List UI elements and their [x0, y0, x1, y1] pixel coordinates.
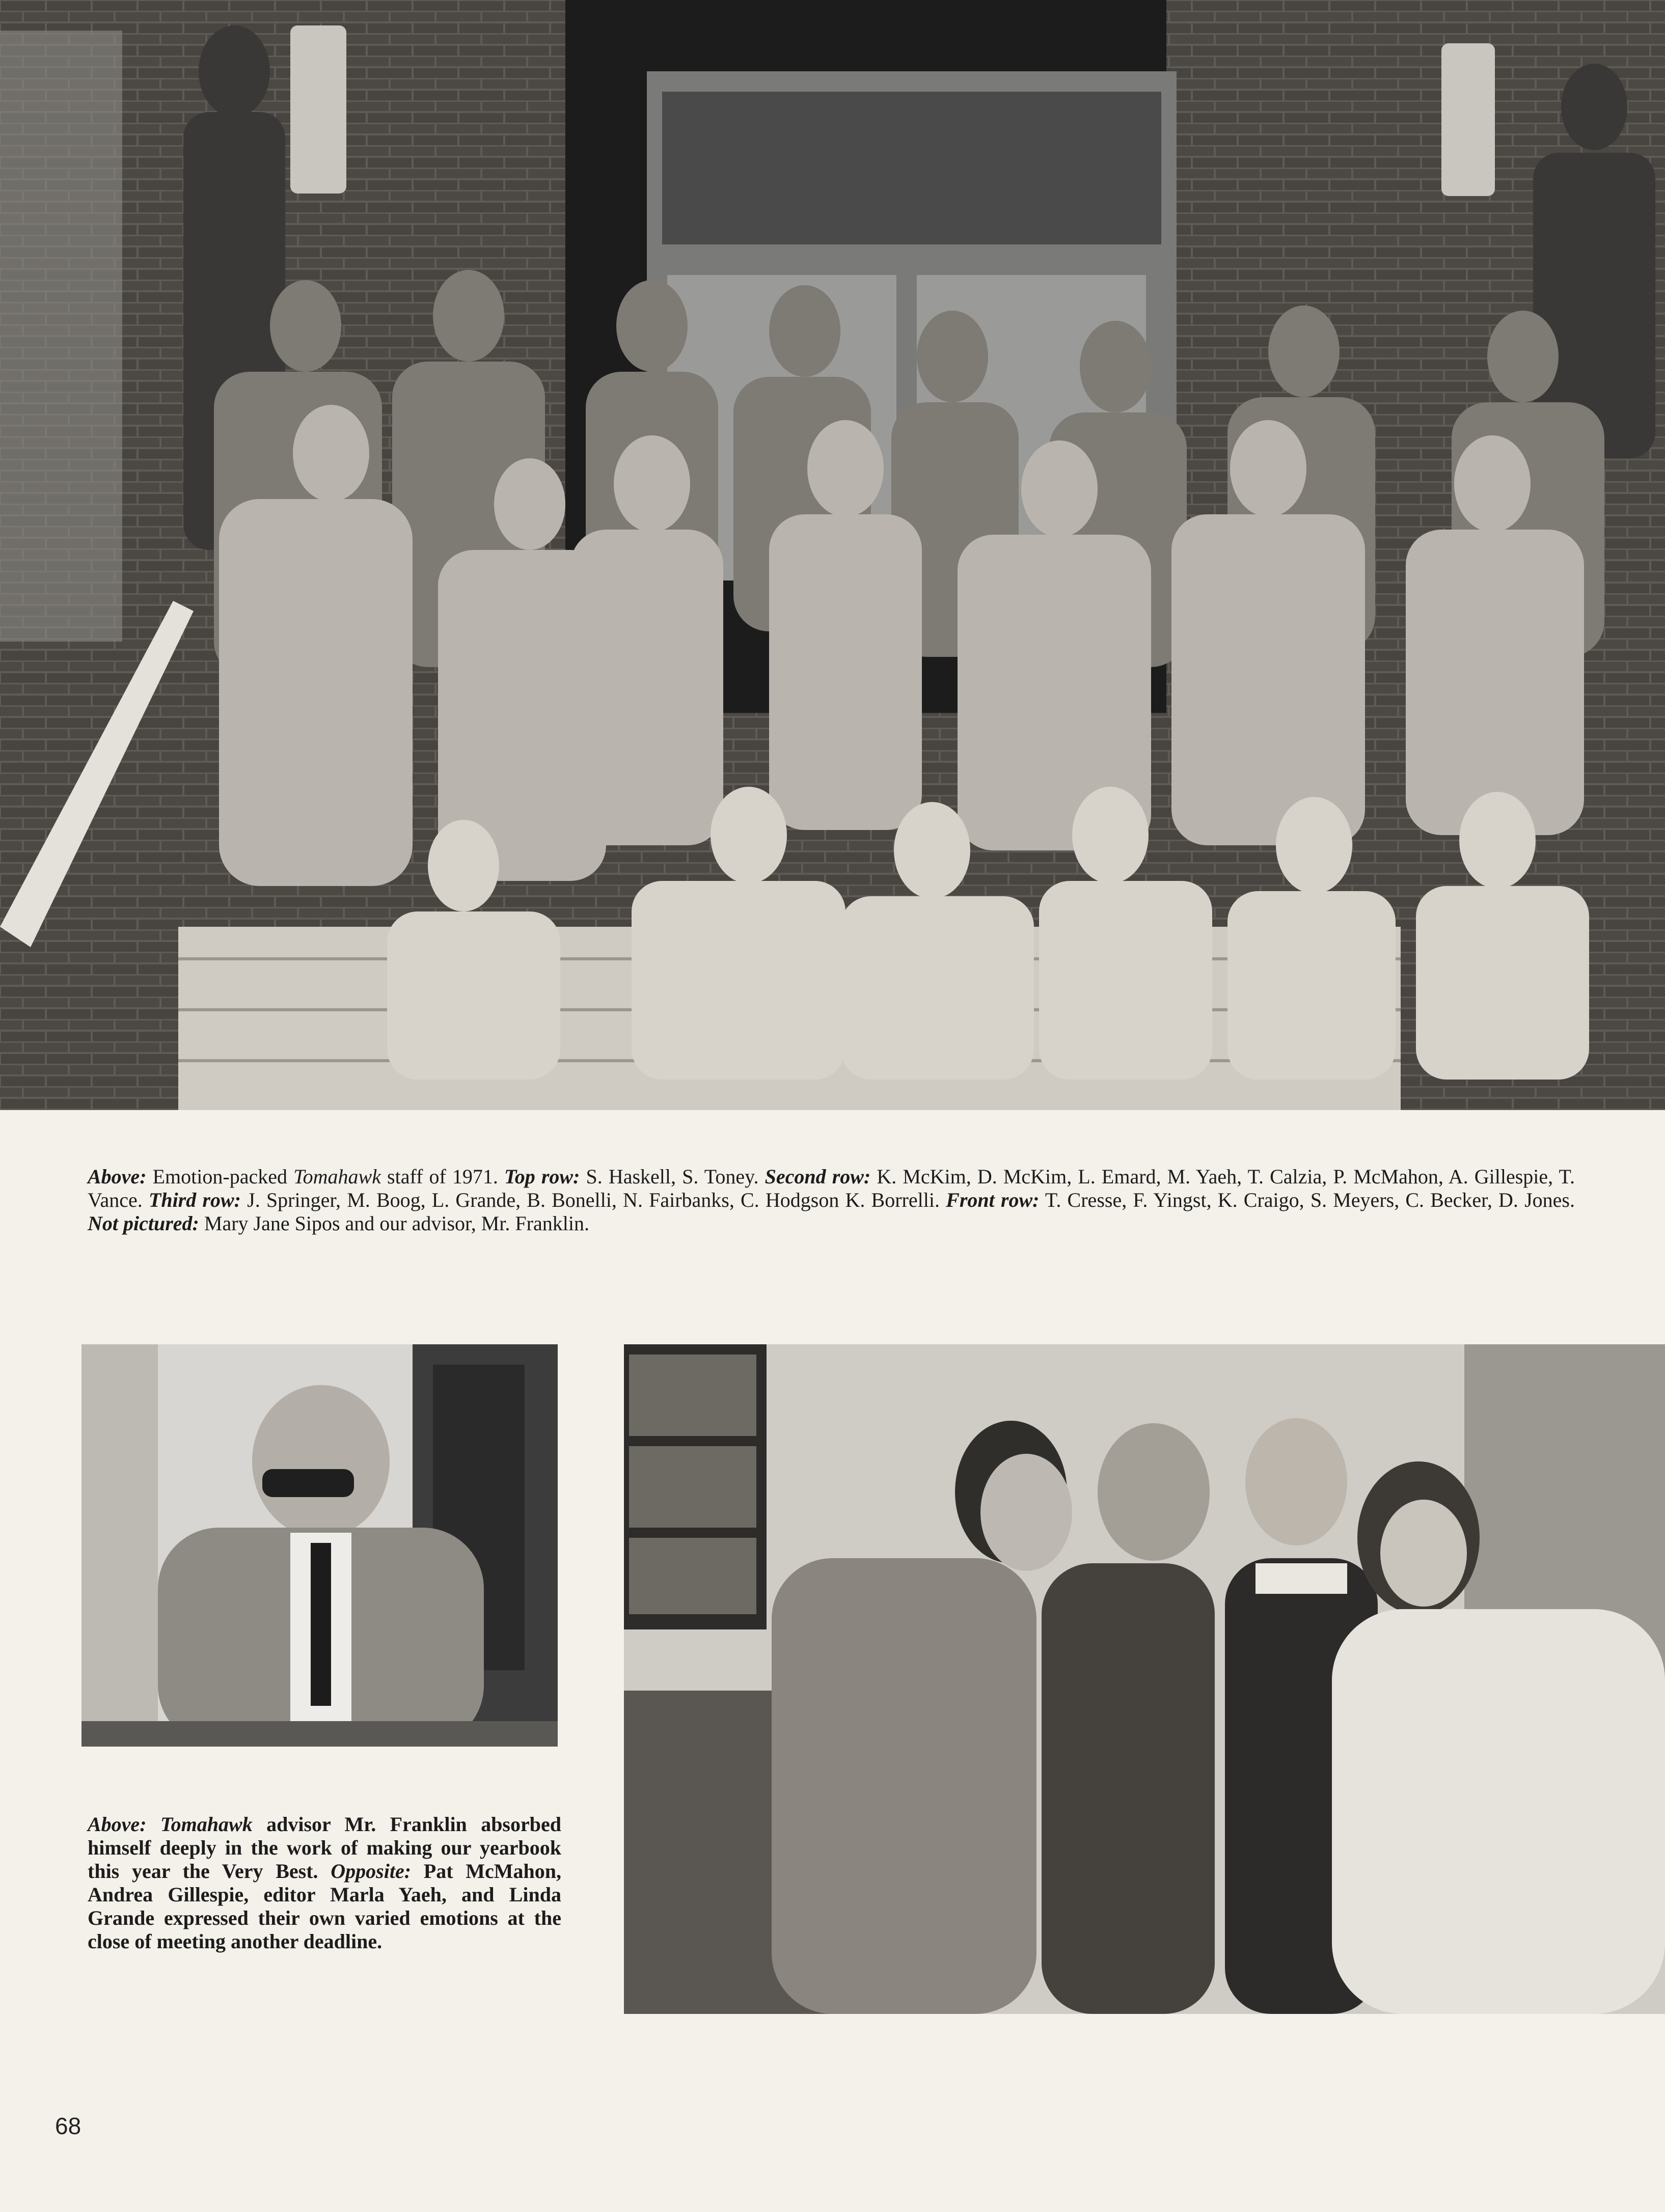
publication-name: Tomahawk: [293, 1165, 381, 1188]
caption-text: Emotion-packed: [146, 1165, 294, 1188]
second-row-label: Second row:: [765, 1165, 871, 1188]
caption-lead: Above:: [88, 1165, 147, 1188]
caption-text: advisor Mr. Franklin absorbed himself deeply in the work of making our yearbook this year the Very Best.: [88, 1813, 562, 1883]
top-row-label: Top row:: [504, 1165, 580, 1188]
caption-text: staff of 1971.: [380, 1165, 504, 1188]
advisor-photo-art: [81, 1344, 558, 1747]
third-row-label: Third row:: [148, 1188, 241, 1211]
caption-text: Pat McMahon, Andrea Gillespie, editor Marla Yaeh, and Linda Grande expressed their own varied emotions at the close of meeting another deadline.: [88, 1860, 561, 1953]
page-number: 68: [55, 2113, 81, 2139]
top-row-names: S. Haskell, S. Toney.: [580, 1165, 765, 1188]
caption-lead: Above:: [88, 1813, 147, 1836]
not-pictured-label: Not pictured:: [88, 1212, 199, 1235]
editors-photo-art: [624, 1344, 1665, 2014]
publication-name: Tomahawk: [160, 1813, 253, 1836]
advisor-caption: [88, 1813, 561, 1953]
editors-photo: [624, 1344, 1665, 2014]
opposite-label: Opposite:: [331, 1860, 412, 1883]
second-row-names: K. McKim, D. McKim, L. Emard, M. Yaeh, T. Calzia, P. McMahon, A. Gillespie, T. Vance.: [88, 1165, 1575, 1211]
front-row-label: Front row:: [946, 1188, 1040, 1211]
third-row-names: J. Springer, M. Boog, L. Grande, B. Bonelli, N. Fairbanks, C. Hodgson K. Borrelli.: [240, 1188, 946, 1211]
staff-photo-caption: [88, 1165, 1575, 1235]
advisor-photo: [81, 1344, 558, 1747]
front-row-names: T. Cresse, F. Yingst, K. Craigo, S. Meyers, C. Becker, D. Jones.: [1039, 1188, 1575, 1211]
not-pictured-names: Mary Jane Sipos and our advisor, Mr. Franklin.: [199, 1212, 589, 1235]
